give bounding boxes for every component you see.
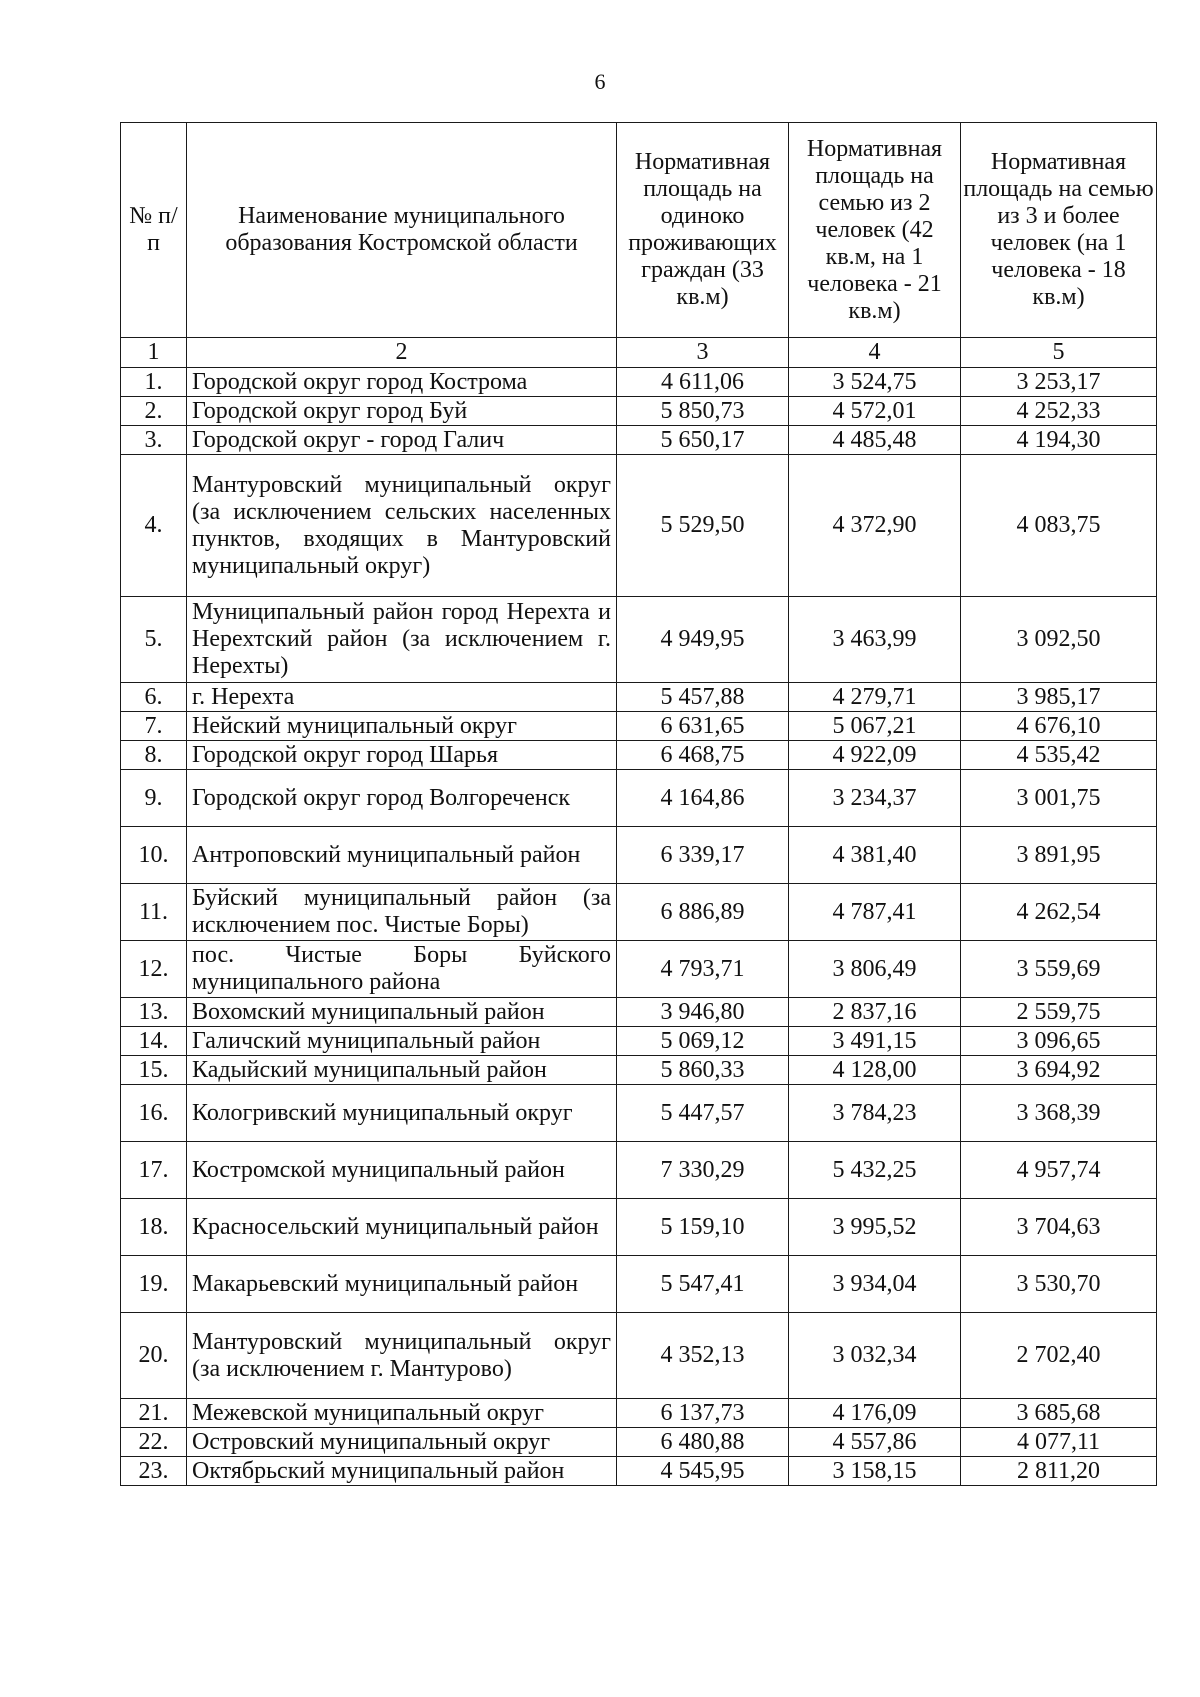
norm-family-of-two-value: 3 524,75 — [789, 368, 961, 397]
row-number: 22. — [121, 1428, 187, 1457]
row-number: 18. — [121, 1199, 187, 1256]
table-row — [121, 1027, 1157, 1056]
municipality-name: Островский муниципальный округ — [187, 1428, 617, 1457]
municipality-name: Октябрьский муниципальный район — [187, 1457, 617, 1486]
municipality-name: Кадыйский муниципальный район — [187, 1056, 617, 1085]
norm-family-of-three-value: 4 252,33 — [961, 397, 1157, 426]
norm-family-of-three-value: 3 685,68 — [961, 1399, 1157, 1428]
table-row — [121, 455, 1157, 597]
municipality-name: Городской округ город Шарья — [187, 741, 617, 770]
table-body — [121, 338, 1157, 1486]
norm-family-of-three-value: 3 985,17 — [961, 683, 1157, 712]
norm-single-value: 4 611,06 — [617, 368, 789, 397]
municipality-name: Межевской муниципальный округ — [187, 1399, 617, 1428]
norm-family-of-two-value: 4 557,86 — [789, 1428, 961, 1457]
norm-family-of-two-value: 4 572,01 — [789, 397, 961, 426]
norm-family-of-two-value: 3 158,15 — [789, 1457, 961, 1486]
municipality-name: Мантуровский муниципальный округ (за исключением г. Мантурово) — [187, 1313, 617, 1399]
norm-family-of-two-value: 3 234,37 — [789, 770, 961, 827]
norm-family-of-two-value: 2 837,16 — [789, 998, 961, 1027]
norm-single-value: 4 949,95 — [617, 597, 789, 683]
norm-family-of-two-value: 5 067,21 — [789, 712, 961, 741]
row-number: 2. — [121, 397, 187, 426]
table-row — [121, 884, 1157, 941]
norm-family-of-three-value: 4 077,11 — [961, 1428, 1157, 1457]
norm-family-of-three-value: 2 559,75 — [961, 998, 1157, 1027]
table-row — [121, 597, 1157, 683]
norm-single-value: 5 547,41 — [617, 1256, 789, 1313]
norm-family-of-two-value: 4 381,40 — [789, 827, 961, 884]
norm-family-of-three-value: 3 694,92 — [961, 1056, 1157, 1085]
norm-family-of-three-value: 4 194,30 — [961, 426, 1157, 455]
norm-family-of-two-value: 3 032,34 — [789, 1313, 961, 1399]
table-row — [121, 1399, 1157, 1428]
norm-family-of-two-value: 4 787,41 — [789, 884, 961, 941]
municipality-name: Кологривский муниципальный округ — [187, 1085, 617, 1142]
norm-family-of-two-value: 3 463,99 — [789, 597, 961, 683]
column-number: 3 — [617, 338, 789, 368]
municipality-name: г. Нерехта — [187, 683, 617, 712]
norm-family-of-three-value: 4 262,54 — [961, 884, 1157, 941]
table-row — [121, 1313, 1157, 1399]
norm-family-of-three-value: 3 704,63 — [961, 1199, 1157, 1256]
row-number: 4. — [121, 455, 187, 597]
norm-single-value: 5 529,50 — [617, 455, 789, 597]
table-row — [121, 683, 1157, 712]
norm-family-of-two-value: 5 432,25 — [789, 1142, 961, 1199]
norm-single-value: 7 330,29 — [617, 1142, 789, 1199]
municipality-name: Мантуровский муниципальный округ (за исключением сельских населенных пунктов, входящих в Мантуровский муниципальный округ) — [187, 455, 617, 597]
table-row — [121, 1056, 1157, 1085]
municipality-name: Городской округ город Волгореченск — [187, 770, 617, 827]
table-row — [121, 712, 1157, 741]
norm-single-value: 5 069,12 — [617, 1027, 789, 1056]
norm-family-of-three-value: 4 676,10 — [961, 712, 1157, 741]
norm-family-of-three-value: 4 083,75 — [961, 455, 1157, 597]
norm-single-value: 6 631,65 — [617, 712, 789, 741]
table-row — [121, 368, 1157, 397]
row-number: 16. — [121, 1085, 187, 1142]
table-row — [121, 1457, 1157, 1486]
norm-single-value: 6 137,73 — [617, 1399, 789, 1428]
table-header-row — [121, 123, 1157, 338]
table-row — [121, 941, 1157, 998]
row-number: 12. — [121, 941, 187, 998]
header-norm-single: Нормативная площадь на одиноко проживающих граждан (33 кв.м) — [617, 123, 789, 338]
norm-single-value: 5 650,17 — [617, 426, 789, 455]
row-number: 8. — [121, 741, 187, 770]
column-number: 2 — [187, 338, 617, 368]
norm-single-value: 5 850,73 — [617, 397, 789, 426]
norm-single-value: 3 946,80 — [617, 998, 789, 1027]
municipality-name: пос. Чистые Боры Буйского муниципального района — [187, 941, 617, 998]
norm-family-of-two-value: 4 128,00 — [789, 1056, 961, 1085]
row-number: 9. — [121, 770, 187, 827]
municipality-name: Городской округ - город Галич — [187, 426, 617, 455]
municipality-name: Макарьевский муниципальный район — [187, 1256, 617, 1313]
header-row-number: № п/п — [121, 123, 187, 338]
row-number: 5. — [121, 597, 187, 683]
table-row — [121, 1199, 1157, 1256]
table-row — [121, 998, 1157, 1027]
norm-single-value: 6 468,75 — [617, 741, 789, 770]
row-number: 11. — [121, 884, 187, 941]
norm-family-of-two-value: 4 922,09 — [789, 741, 961, 770]
norm-family-of-three-value: 3 001,75 — [961, 770, 1157, 827]
norm-single-value: 4 352,13 — [617, 1313, 789, 1399]
norm-family-of-two-value: 3 806,49 — [789, 941, 961, 998]
municipality-name: Костромской муниципальный район — [187, 1142, 617, 1199]
row-number: 20. — [121, 1313, 187, 1399]
norm-family-of-two-value: 4 176,09 — [789, 1399, 961, 1428]
page-number: 6 — [594, 69, 606, 94]
column-numbers-row — [121, 338, 1157, 368]
norm-family-of-three-value: 4 535,42 — [961, 741, 1157, 770]
row-number: 19. — [121, 1256, 187, 1313]
housing-norms-table — [120, 122, 1157, 1486]
norm-single-value: 5 457,88 — [617, 683, 789, 712]
norm-family-of-two-value: 4 485,48 — [789, 426, 961, 455]
municipality-name: Галичский муниципальный район — [187, 1027, 617, 1056]
row-number: 15. — [121, 1056, 187, 1085]
norm-family-of-three-value: 3 559,69 — [961, 941, 1157, 998]
row-number: 23. — [121, 1457, 187, 1486]
column-number: 1 — [121, 338, 187, 368]
norm-single-value: 6 480,88 — [617, 1428, 789, 1457]
municipality-name: Красносельский муниципальный район — [187, 1199, 617, 1256]
header-municipality-name: Наименование муниципального образования Костромской области — [187, 123, 617, 338]
row-number: 17. — [121, 1142, 187, 1199]
table-row — [121, 1085, 1157, 1142]
norm-family-of-two-value: 4 279,71 — [789, 683, 961, 712]
norm-family-of-three-value: 3 368,39 — [961, 1085, 1157, 1142]
norm-single-value: 5 860,33 — [617, 1056, 789, 1085]
row-number: 3. — [121, 426, 187, 455]
row-number: 1. — [121, 368, 187, 397]
row-number: 7. — [121, 712, 187, 741]
municipality-name: Городской округ город Кострома — [187, 368, 617, 397]
norm-single-value: 4 793,71 — [617, 941, 789, 998]
norm-family-of-two-value: 3 934,04 — [789, 1256, 961, 1313]
row-number: 13. — [121, 998, 187, 1027]
municipality-name: Городской округ город Буй — [187, 397, 617, 426]
column-number: 4 — [789, 338, 961, 368]
table-row — [121, 827, 1157, 884]
header-norm-family-of-three: Нормативная площадь на семью из 3 и более человек (на 1 человека - 18 кв.м) — [961, 123, 1157, 338]
municipality-name: Буйский муниципальный район (за исключением пос. Чистые Боры) — [187, 884, 617, 941]
table-row — [121, 741, 1157, 770]
table-row — [121, 770, 1157, 827]
norm-family-of-three-value: 2 702,40 — [961, 1313, 1157, 1399]
norm-family-of-three-value: 3 530,70 — [961, 1256, 1157, 1313]
row-number: 21. — [121, 1399, 187, 1428]
municipality-name: Вохомский муниципальный район — [187, 998, 617, 1027]
norm-family-of-two-value: 3 784,23 — [789, 1085, 961, 1142]
column-number: 5 — [961, 338, 1157, 368]
norm-family-of-three-value: 4 957,74 — [961, 1142, 1157, 1199]
municipality-name: Нейский муниципальный округ — [187, 712, 617, 741]
norm-family-of-two-value: 3 995,52 — [789, 1199, 961, 1256]
header-norm-family-of-two: Нормативная площадь на семью из 2 человек (42 кв.м, на 1 человека - 21 кв.м) — [789, 123, 961, 338]
norm-family-of-three-value: 3 891,95 — [961, 827, 1157, 884]
norm-family-of-three-value: 3 092,50 — [961, 597, 1157, 683]
row-number: 10. — [121, 827, 187, 884]
norm-single-value: 5 159,10 — [617, 1199, 789, 1256]
table-row — [121, 1428, 1157, 1457]
table-row — [121, 1142, 1157, 1199]
row-number: 14. — [121, 1027, 187, 1056]
table-row — [121, 426, 1157, 455]
municipality-name: Муниципальный район город Нерехта и Нерехтский район (за исключением г. Нерехты) — [187, 597, 617, 683]
norm-single-value: 6 339,17 — [617, 827, 789, 884]
table-row — [121, 1256, 1157, 1313]
table-row — [121, 397, 1157, 426]
norm-family-of-two-value: 4 372,90 — [789, 455, 961, 597]
norm-single-value: 5 447,57 — [617, 1085, 789, 1142]
norm-family-of-three-value: 3 253,17 — [961, 368, 1157, 397]
norm-single-value: 4 545,95 — [617, 1457, 789, 1486]
norm-single-value: 6 886,89 — [617, 884, 789, 941]
norm-family-of-three-value: 3 096,65 — [961, 1027, 1157, 1056]
norm-single-value: 4 164,86 — [617, 770, 789, 827]
norm-family-of-two-value: 3 491,15 — [789, 1027, 961, 1056]
norm-family-of-three-value: 2 811,20 — [961, 1457, 1157, 1486]
row-number: 6. — [121, 683, 187, 712]
municipality-name: Антроповский муниципальный район — [187, 827, 617, 884]
